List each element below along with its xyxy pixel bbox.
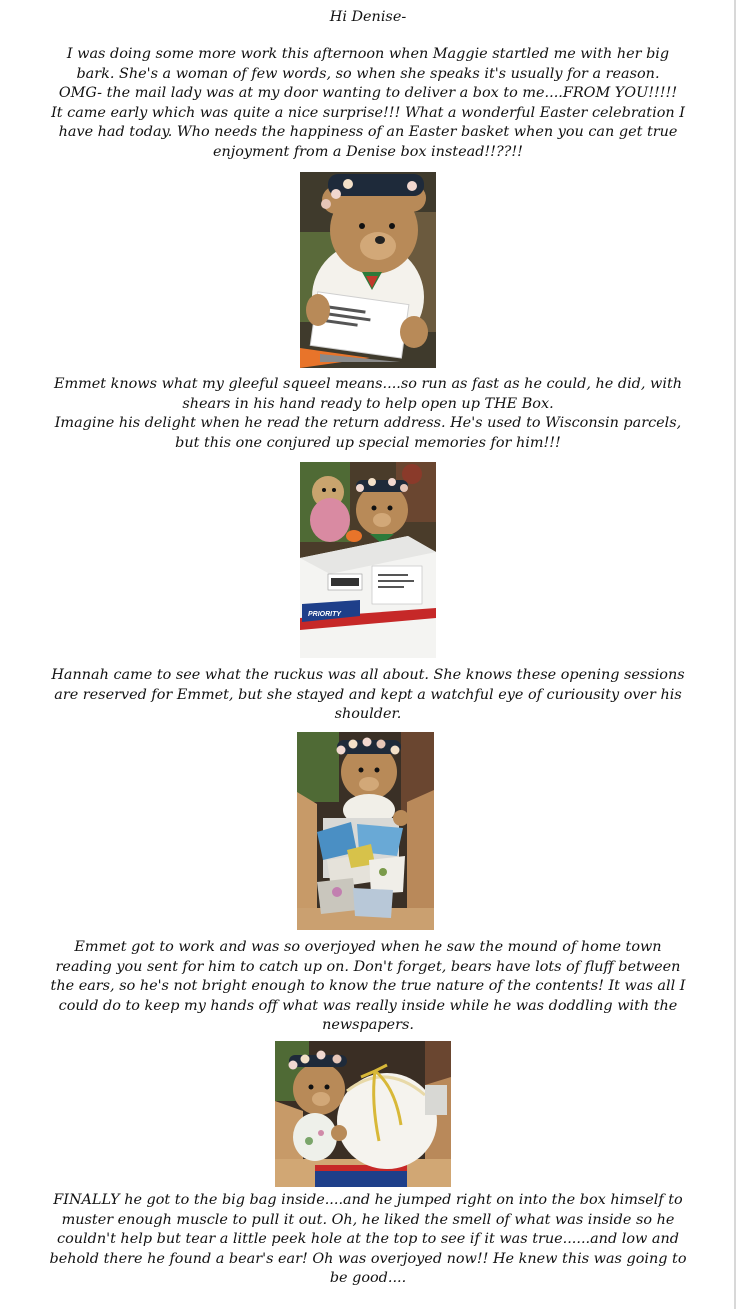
greeting	[8, 8, 728, 28]
paragraph-line: newspapers.	[322, 1017, 414, 1033]
greeting-text: Hi Denise-	[329, 9, 407, 25]
paragraph-line: Hannah came to see what the ruckus was all about. She knows these opening sessions	[51, 667, 685, 683]
paragraph-line: have had today. Who needs the happiness of an Easter basket when you can get true	[58, 124, 678, 140]
photo-emmet-with-envelope	[300, 172, 436, 368]
paragraph-line: FINALLY he got to the big bag inside....and he jumped right on into the box himself to	[53, 1192, 683, 1208]
photo-emmet-with-newspapers	[297, 732, 434, 930]
paragraph-line: the ears, so he's not bright enough to know the true nature of the contents! It was all I	[50, 978, 686, 994]
paragraph-3	[8, 666, 728, 725]
paragraph-line: could do to keep my hands off what was really inside while he was doddling with the	[58, 997, 678, 1014]
paragraph-line: shoulder.	[334, 706, 402, 722]
paragraph-line: Emmet knows what my gleeful squeel means....so run as fast as he could, he did, with	[53, 376, 683, 392]
paragraph-line: It came early which was quite a nice surprise!!! What a wonderful Easter celebration I	[51, 104, 685, 121]
paragraph-line: I was doing some more work this afternoon when Maggie startled me with her big	[66, 46, 670, 62]
paragraph-line: Emmet got to work and was so overjoyed when he saw the mound of home town	[74, 939, 662, 955]
paragraph-5	[8, 1191, 728, 1289]
paragraph-2	[8, 375, 728, 453]
paragraph-line: OMG- the mail lady was at my door wanting to deliver a box to me....FROM YOU!!!!!	[58, 85, 678, 101]
paragraph-line: Imagine his delight when he read the return address. He's used to Wisconsin parcels,	[54, 415, 682, 431]
paragraph-line: enjoyment from a Denise box instead!!??!!	[213, 143, 523, 160]
paragraph-line: are reserved for Emmet, but she stayed and kept a watchful eye of curiousity over his	[54, 686, 682, 703]
paragraph-line: couldn't help but tear a little peek hole at the top to see if it was true......and low and	[57, 1231, 679, 1247]
paragraph-line: but this one conjured up special memories for him!!!	[175, 434, 561, 451]
paragraph-line: shears in his hand ready to help open up THE Box.	[182, 395, 554, 412]
paragraph-1	[8, 45, 728, 162]
paragraph-line: bark. She's a woman of few words, so when she speaks it's usually for a reason.	[76, 65, 660, 82]
paragraph-line: muster enough muscle to pull it out. Oh, he liked the smell of what was inside so he	[61, 1211, 675, 1228]
paragraph-line: be good....	[329, 1270, 407, 1286]
paragraph-4	[8, 938, 728, 1036]
priority-label: PRIORITY	[308, 611, 342, 618]
paragraph-line: reading you sent for him to catch up on. Don't forget, bears have lots of fluff between	[55, 958, 681, 975]
photo-hannah-and-emmet-with-box	[300, 462, 436, 658]
photo-emmet-with-big-bag	[275, 1041, 451, 1187]
paragraph-line: behold there he found a bear's ear! Oh was overjoyed now!! He knew this was going to	[49, 1250, 687, 1267]
